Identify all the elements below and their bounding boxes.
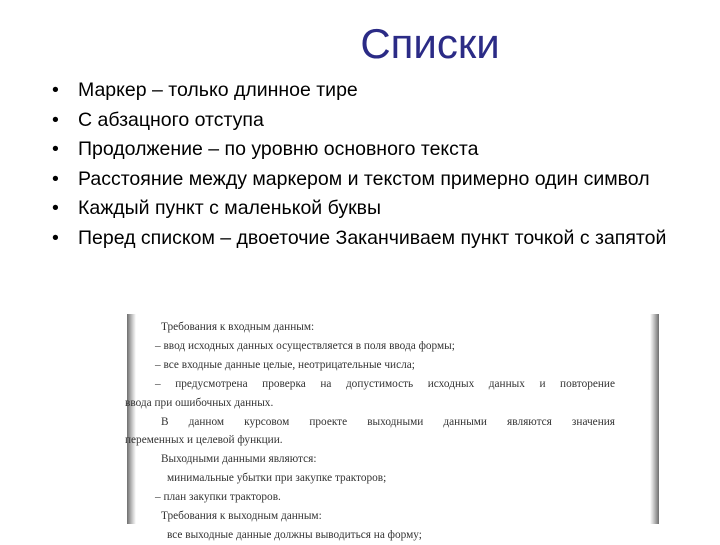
scanned-text: [125, 318, 615, 545]
bullet-marker: •: [52, 167, 59, 190]
scanned-line: переменных и целевой функции.: [125, 434, 283, 447]
scanned-document-image: [125, 314, 659, 541]
slide-title: Списки: [360, 20, 500, 67]
bullet-list: [52, 76, 692, 253]
list-item-text: Расстояние между маркером и текстом примерно один символ: [78, 167, 650, 190]
scanned-line: – все входные данные целые, неотрицательные числа;: [155, 358, 415, 371]
bullet-marker: •: [52, 108, 59, 131]
bullet-marker: •: [52, 226, 59, 249]
scanned-line: Выходными данными являются:: [161, 453, 317, 466]
scanned-line: – план закупки тракторов.: [155, 491, 281, 504]
list-item-text: Перед списком – двоеточие Заканчиваем пункт точкой с запятой: [78, 226, 667, 249]
list-item-text: Маркер – только длинное тире: [78, 79, 358, 101]
list-item: [52, 106, 692, 136]
list-item: [52, 165, 692, 195]
bullet-marker: •: [52, 197, 59, 219]
list-item-text: Каждый пункт с маленькой буквы: [78, 197, 382, 219]
list-item: [52, 194, 692, 224]
scan-right-edge: [650, 314, 659, 524]
scanned-line: В данном курсовом проекте выходными данными являются значения: [161, 415, 615, 428]
bullet-marker: •: [52, 138, 59, 160]
scan-left-edge: [127, 314, 136, 524]
list-item: [52, 76, 692, 106]
scanned-line: все выходные данные должны выводиться на форму;: [167, 528, 422, 541]
list-item: [52, 224, 692, 254]
list-item-text: С абзацного отступа: [78, 108, 264, 131]
list-item-text: Продолжение – по уровню основного текста: [78, 138, 479, 160]
list-item: [52, 135, 692, 165]
scanned-line: – ввод исходных данных осуществляется в поля ввода формы;: [155, 339, 455, 352]
scanned-line: минимальные убытки при закупке тракторов;: [167, 472, 387, 485]
bullet-marker: •: [52, 79, 59, 101]
scanned-line: Требования к выходным данным:: [161, 510, 322, 523]
scanned-line: ввода при ошибочных данных.: [125, 396, 274, 409]
scanned-line: – предусмотрена проверка на допустимость исходных данных и повторение: [155, 377, 615, 390]
scanned-line: Требования к входным данным:: [161, 321, 315, 333]
